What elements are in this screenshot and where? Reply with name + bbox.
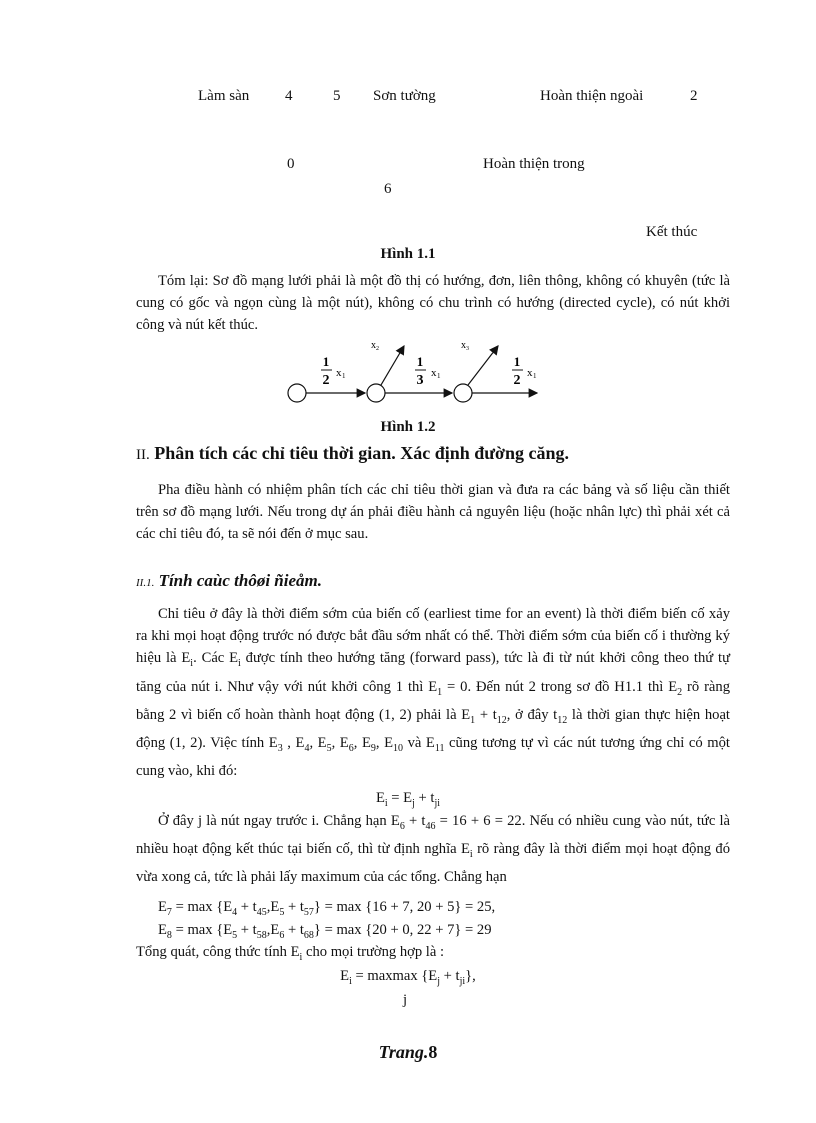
coef3-den: 2: [513, 373, 521, 388]
fig11-node-6: 6: [384, 181, 392, 197]
formula-e7: $E_7 = \max \{E_4 + t_{45},E_5 + t_{57}\} = \max \{16 + 7$, 20 + 5} = 25,: [158, 899, 496, 918]
coef1-var: x: [336, 367, 342, 379]
coef3-num: 1: [513, 354, 521, 369]
main-paragraph: [136, 603, 730, 782]
section-2-heading: [136, 443, 569, 464]
figure-1-2-caption: Hình 1.2: [380, 419, 436, 435]
output-x2-label: x: [371, 340, 376, 351]
section-2-1-number: II.1.: [136, 577, 155, 589]
fig11-label-lam-san: Làm sàn: [198, 88, 250, 104]
node-circle-2: [367, 384, 385, 402]
coef2-var: x: [431, 367, 437, 379]
fig11-node-2: 2: [690, 88, 698, 104]
figure-1-1-caption: Hình 1.1: [380, 246, 436, 262]
coef2-den: 3: [416, 373, 424, 388]
output-x3-label: x: [461, 340, 466, 351]
coef2-num: 1: [416, 354, 424, 369]
page-footer: Trang.8: [378, 1042, 438, 1062]
main-text: Chỉ tiêu ở đây là thời điểm sớm của biến cố (earliest time for an event) là thời điểm biến cố xảy ra khi mọi hoạt động trước nó được bắt đầu sớm nhất có thể. Thời điểm sớm của biến cố i thường ký hiệu là $E_i$. Các $E_i$ được tính theo hướng tăng (forward pass), tức là đi từ nút khởi công theo thứ tự tăng của nút i. Như vậy với nút khởi công 1 thì $E_1 = 0$. Đến nút 2 trong sơ đồ H1.1 thì $E_2$ rõ ràng bằng 2 vì biến cố hoàn thành hoạt động (1, 2) phải là $E_1 + t_{12}$, ở đây $t_{12}$ là thời gian thực hiện hoạt động (1, 2). Việc tính $E_3$ , $E_4$, $E_5$, $E_6$, $E_9$, $E_{10}$ và $E_{11}$ cũng tương tự vì các nút tương ứng chỉ có một cung vào, khi đó:: [136, 606, 730, 779]
explanation-text: Ở đây j là nút ngay trước i. Chẳng hạn $E_6 + t_{46} = 16 + 6 = 22$. Nếu có nhiều cung vào nút, tức là nhiều hoạt động kết thúc tại biến cố, thì từ định nghĩa $E_i$ rõ ràng đây là thời điểm mọi hoạt động đó vừa xong cả, tức là phải lấy maximum của các tổng. Chẳng hạn: [136, 813, 731, 886]
fig11-label-hoan-thien-ngoai: Hoàn thiện ngoài: [540, 88, 644, 104]
fig11-label-son-tuong: Sơn tường: [373, 88, 436, 104]
formula-ei: $E_i = E_j + t_{ji}$: [375, 790, 441, 809]
fig11-label-ket-thuc: Kết thúc: [646, 224, 698, 240]
coef1-var-sub: 1: [342, 372, 346, 380]
fig11-node-0: 0: [287, 156, 295, 172]
output-x2-sub: 2: [376, 346, 379, 352]
coef3-var-sub: 1: [533, 372, 537, 380]
formula-max-under-j: j: [403, 992, 408, 1008]
coef2-var-sub: 1: [437, 372, 441, 380]
section-2-1-title: Tính caùc thôøi ñieåm.: [158, 571, 322, 590]
section-2-title: Phân tích các chỉ tiêu thời gian. Xác định đường căng.: [154, 443, 570, 463]
fig11-node-4: 4: [285, 88, 293, 104]
intro-text: Pha điều hành có nhiệm phân tích các chỉ tiêu thời gian và đưa ra các bảng và số liệu cần thiết trên sơ đồ mạng lưới. Nếu trong dự án phải điều hành cả nguyên liệu (hoặc nhân lực) thì phải xét cả các chỉ tiêu đó, ta sẽ nói đến ở mục sau.: [136, 482, 730, 543]
formula-max: $E_i = maxmax$ $\{E_j + t_{ji}\}$,: [340, 968, 476, 987]
general-formula-intro: Tổng quát, công thức tính $E_i$ cho mọi trường hợp là :: [136, 944, 445, 963]
formula-e8: $E_8 = \max \{E_5 + t_{58},E_6 + t_{68}\} = \max \{20 + 0$, 22 + 7} = 29: [158, 922, 492, 941]
node-circle-3: [454, 384, 472, 402]
section-2-number: II.: [136, 447, 150, 463]
explanation-paragraph: [136, 810, 730, 888]
summary-text: Tóm lại: Sơ đồ mạng lưới phải là một đồ thị có hướng, đơn, liên thông, không có khuyên (tức là cung có gốc và ngọn cùng là một nút), không có chu trình có hướng (directed cycle), có nút khởi công và nút kết thúc.: [136, 273, 730, 334]
node-circle-1: [288, 384, 306, 402]
summary-paragraph: [136, 270, 730, 337]
figure-1-2-diagram: [280, 336, 550, 412]
section-2-1-heading: [136, 571, 322, 591]
fig11-node-5: 5: [333, 88, 341, 104]
edge-3-output: [468, 346, 498, 385]
intro-paragraph: [136, 479, 730, 546]
coef1-num: 1: [322, 354, 330, 369]
output-x3-sub: 3: [466, 346, 469, 352]
coef1-den: 2: [322, 373, 330, 388]
coef3-var: x: [527, 367, 533, 379]
edge-2-output: [381, 346, 404, 385]
fig11-label-hoan-thien-trong: Hoàn thiện trong: [483, 156, 585, 172]
